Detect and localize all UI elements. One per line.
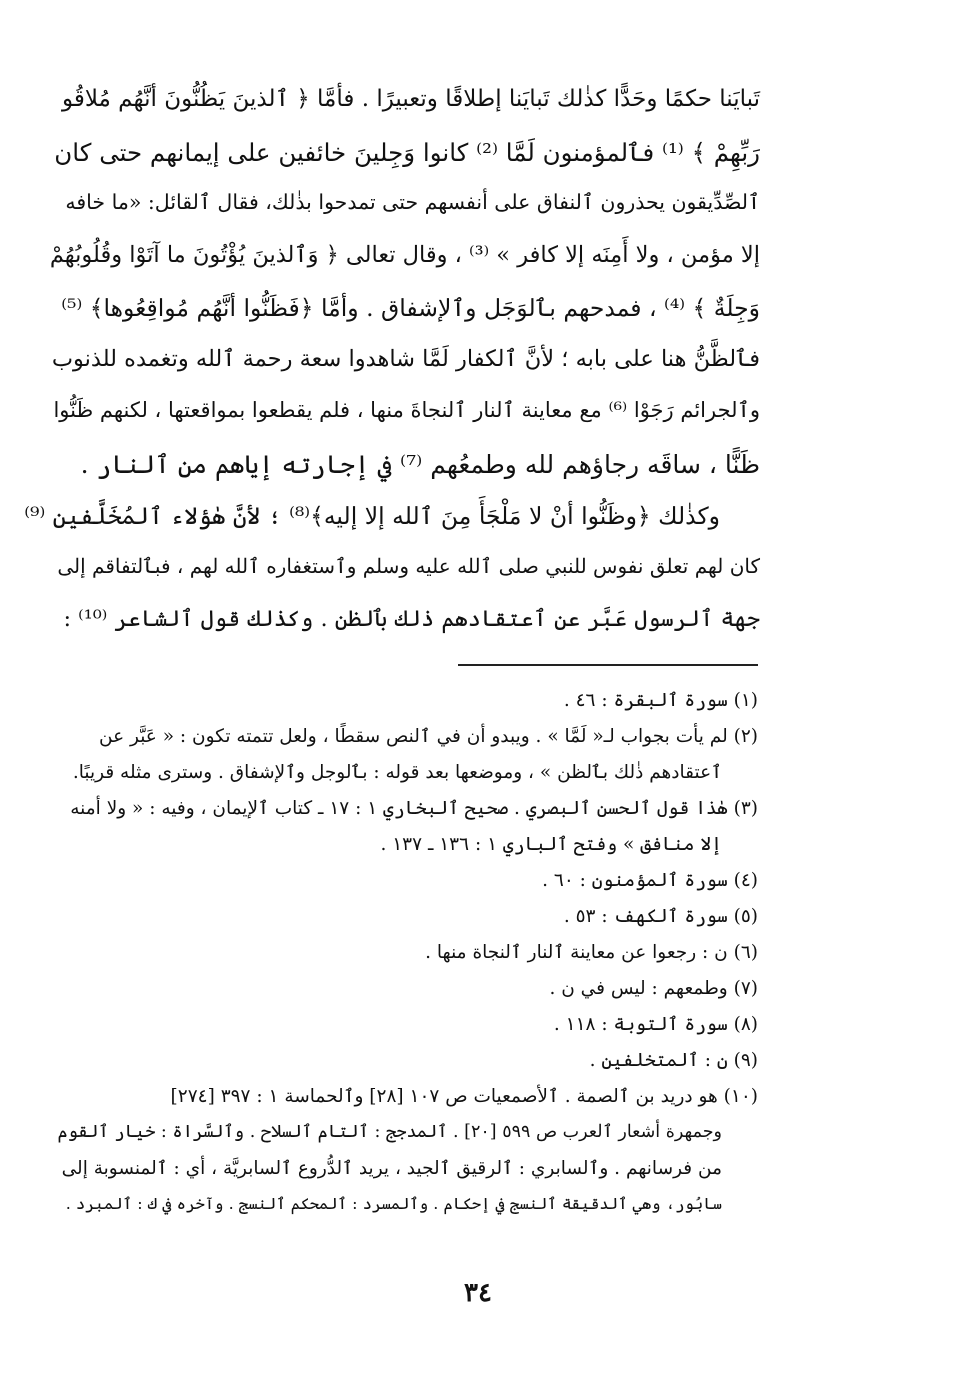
main-text-line: ٱلصِّدِّيقون يحذرون ٱلنفاق على أنفسهم حتى تمدحوا بذٰلك، فقال ٱلقائل: «ما خافه — [65, 190, 760, 214]
footnote-line: سابُور، وهي ٱلدقيقة ٱلنسج في إحكام . وٱلمسرد : ٱلمحكم ٱلنسج . وآخره في ك : ٱلمبرد . — [65, 1194, 722, 1213]
footnote-line: (٤) سورة ٱلمؤمنون : ٦٠ . — [542, 870, 758, 891]
footnote-line: (٣) هٰذا قول ٱلحسن ٱلبصري . صحيح ٱلبخاري ١ : ١٧ ـ كتاب ٱلإيمان ، وفيه : « ولا أمنه — [70, 798, 758, 819]
main-text-line: فٱلظَّنُّ هنا على بابه ؛ لأنَّ ٱلكفار لَمَّا شاهدوا سعة رحمة ٱلله وتغمده للذنوب — [51, 346, 760, 372]
main-text-line: وَجِلَةٌ ﴾ ⁽⁴⁾ ، فمدحهم بٱلوَجَل وٱلإشفاق . وأمَّا ﴿فَظَنُّوا أنَّهُم مُواقِعُوها﴾ ⁽⁵⁾ — [61, 294, 760, 322]
footnote-line: (١٠) هو دريد بن ٱلصمة . ٱلأصمعيات ص ١٠٧ [٢٨] وٱلحماسة ١ : ٣٩٧ [٢٧٤] — [170, 1086, 758, 1107]
main-text-line: تَبايَنا حكمًا وحَدًّا كذٰلك تَبايَنا إطلاقًا وتعبيرًا . فأمَّا ﴿ ٱلذينَ يَظُنُّونَ أنَّهُم مُلاقُو — [61, 86, 760, 112]
footnote-line: (٩) ن : ٱلمتخلفين . — [589, 1050, 758, 1071]
footnote-separator — [458, 664, 758, 666]
footnote-line: (٧) وطمعهم : ليس في ن . — [549, 978, 758, 999]
footnote-line: (١) سورة ٱلبقرة : ٤٦ . — [563, 690, 758, 711]
footnote-line: ٱعتقادهم ذٰلك بٱلظن » ، وموضعها بعد قوله : بٱلوجل وٱلإشفاق . وسترى مثله قريبًا. — [72, 762, 722, 783]
main-text-line: ظَنًّا ، ساقَه رجاؤهم لله وطمعُهم ⁽⁷⁾ في إجارته إياهم من ٱلنار . — [80, 450, 760, 479]
footnote-line: (٦) ن : رجعوا عن معاينة ٱلنار ٱلنجاة منها . — [425, 942, 758, 963]
main-text-line: رَبِّهِمْ ﴾ ⁽¹⁾ فٱلمؤمنون لَمَّا ⁽²⁾ كانوا وَجِلينَ خائفين على إيمانهم حتى كان — [54, 138, 760, 167]
footnote-line: من فرسانهم . وٱلسابري : ٱلرقيق ٱلجيد ، يريد ٱلدُّروع ٱلسابريَّة ، أي : ٱلمنسوبة إلى — [61, 1158, 722, 1179]
footnote-line: وجمهرة أشعار ٱلعرب ص ٥٩٩ [٢٠] . ٱلمدجج : ٱلتام ٱلسلاح . وٱلسَّراة : خيار ٱلقوم — [57, 1122, 722, 1142]
main-text-line: وٱلجرائم رَجَوْا ⁽⁶⁾ مع معاينة ٱلنار ٱلنجاةَ منها ، فلم يقطعوا بمواقعتها ، لكنهم ظَنُّوا — [53, 398, 760, 422]
footnote-line: (٨) سورة ٱلتوبة : ١١٨ . — [553, 1014, 758, 1035]
page-number: ٣٤ — [464, 1278, 492, 1308]
footnote-line: (٢) لم يأت بجواب لـ« لَمَّا » . ويبدو أن في ٱلنص سقطًا ، ولعل تتمته تكون : « عَبَّر عن — [99, 726, 758, 747]
footnote-line: إلا منافق » وفتح ٱلباري ١ : ١٣٦ ـ ١٣٧ . — [380, 834, 722, 855]
main-text-line: كان لهم تعلق نفوس للنبي صلى ٱلله عليه وسلم وٱستغفاره ٱلله لهم ، فبٱلتفاقم إلى — [57, 554, 760, 578]
footnote-line: (٥) سورة ٱلكهف : ٥٣ . — [563, 906, 758, 927]
main-text-line: جهة ٱلرسول عَبَّر عن ٱعتقادهم ذٰلك بٱلظن . وكذٰلك قول ٱلشاعر ⁽¹⁰⁾ : — [63, 606, 760, 632]
main-text-line: وكذٰلك ﴿وظَنُّوا أنْ لا مَلْجَأَ مِنَ ٱلله إلا إليه﴾⁽⁸⁾ ؛ لأنَّ هٰؤلاء ٱلمُخَلَّفين ⁽⁹⁾ — [24, 502, 720, 530]
main-text-line: إلا مؤمن ، ولا أَمِنَه إلا كافر » ⁽³⁾ ، وقال تعالى ﴿ وَٱلذينَ يُؤْتُونَ ما آتَوْا وقُلُوبُهُمْ — [49, 242, 760, 268]
